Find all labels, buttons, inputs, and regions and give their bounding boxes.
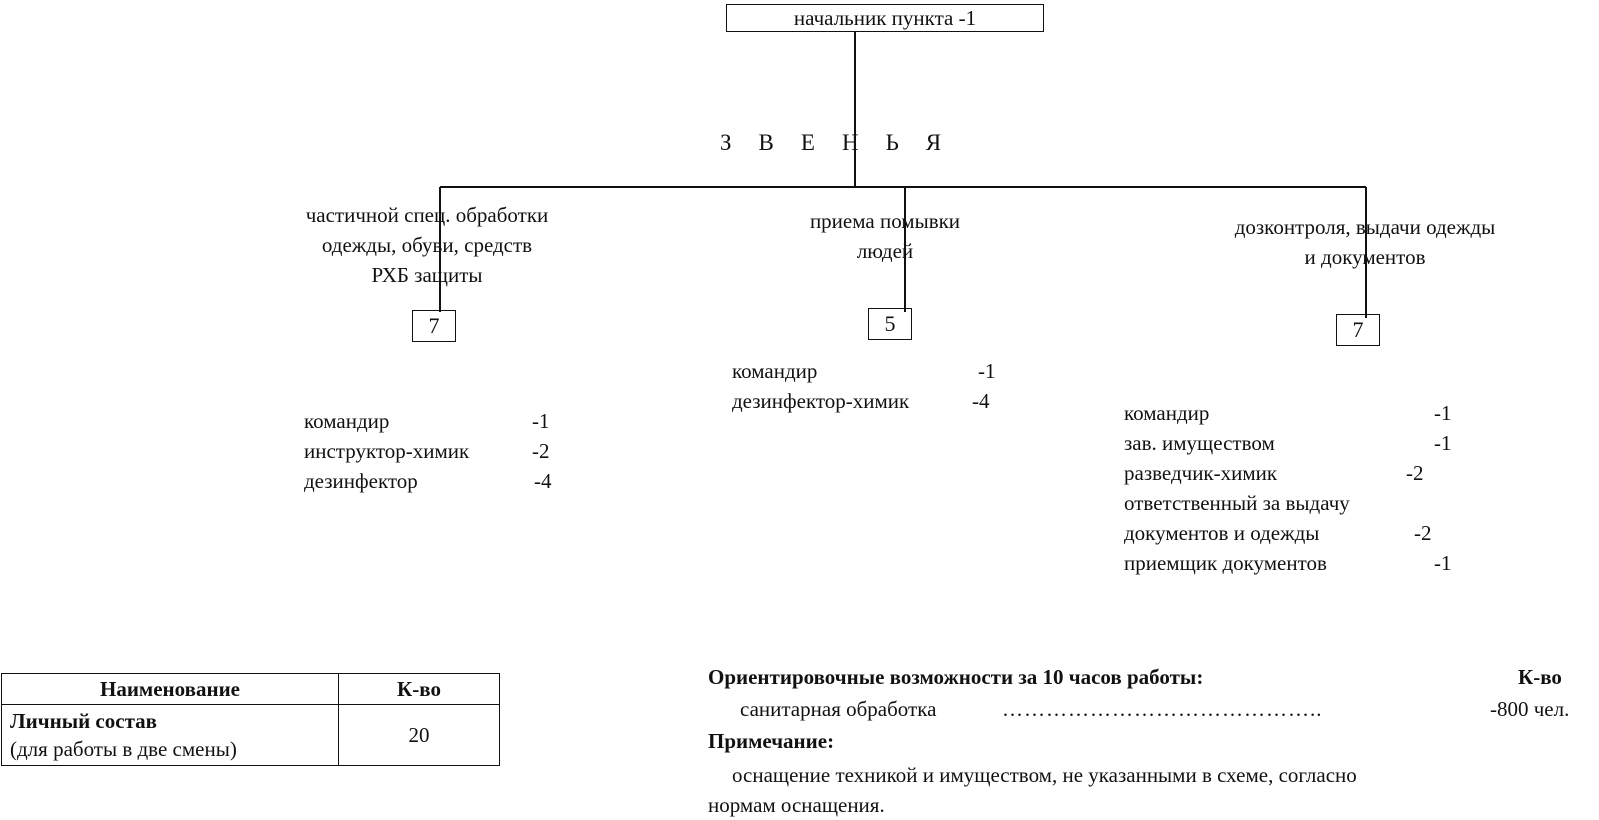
staff-role: дезинфектор <box>304 469 418 493</box>
unit-title-line: одежды, обуви, средств <box>321 233 533 257</box>
table-row <box>2 705 500 766</box>
capabilities-column-label: К-во <box>1518 665 1562 689</box>
heading-letter: Я <box>925 130 942 155</box>
unit-title-line: дозконтроля, выдачи одежды <box>1234 215 1496 239</box>
table-cell-qty: 20 <box>339 705 500 766</box>
unit-1-count: 7 <box>428 313 440 338</box>
capability-item: санитарная обработка <box>740 697 937 721</box>
staff-row <box>1124 548 1464 578</box>
chief-box <box>726 4 1044 32</box>
staff-qty: -2 <box>1406 461 1424 485</box>
table-header-row <box>2 674 500 705</box>
capability-dot-leader: …………………………………….. <box>1002 697 1323 721</box>
table-header-name: Наименование <box>2 674 339 705</box>
staff-qty: -1 <box>1434 401 1452 425</box>
table-cell-name <box>2 705 339 766</box>
unit-2-count-box <box>868 308 912 340</box>
unit-1-title <box>262 200 592 290</box>
staff-row <box>1124 518 1464 548</box>
staff-qty: -4 <box>972 389 990 413</box>
staff-role: командир <box>1124 401 1210 425</box>
units-heading <box>720 130 968 156</box>
staff-role: разведчик-химик <box>1124 461 1278 485</box>
unit-title-line: РХБ защиты <box>371 263 483 287</box>
capabilities-title: Ориентировочные возможности за 10 часов работы: <box>708 665 1204 689</box>
staff-qty: -1 <box>978 359 996 383</box>
staff-qty: -1 <box>532 409 550 433</box>
staff-role: документов и одежды <box>1124 521 1320 545</box>
unit-title-line: людей <box>856 239 914 263</box>
unit-3-count-box <box>1336 314 1380 346</box>
table-header-qty: К-во <box>339 674 500 705</box>
row-note: (для работы в две смены) <box>10 737 237 761</box>
staff-row <box>732 386 1012 416</box>
staff-qty: -4 <box>534 469 552 493</box>
staff-role: зав. имуществом <box>1124 431 1275 455</box>
staff-role: инструктор-химик <box>304 439 470 463</box>
unit-3-title <box>1210 212 1520 272</box>
staff-role: командир <box>732 359 818 383</box>
staff-qty: -2 <box>532 439 550 463</box>
unit-title-line: и документов <box>1304 245 1426 269</box>
staff-role: ответственный за выдачу <box>1124 491 1350 515</box>
row-name: Личный состав <box>10 709 157 733</box>
heading-letter: В <box>758 130 774 155</box>
chief-label: начальник пункта -1 <box>793 6 977 30</box>
unit-1-staff-list <box>304 406 564 496</box>
staff-row <box>1124 458 1464 488</box>
personnel-summary-table <box>1 673 500 766</box>
staff-row <box>304 436 564 466</box>
staff-qty: -2 <box>1414 521 1432 545</box>
unit-3-staff-list <box>1124 398 1464 578</box>
staff-row <box>304 406 564 436</box>
heading-letter: Ь <box>885 130 899 155</box>
staff-role: дезинфектор-химик <box>732 389 910 413</box>
staff-row <box>1124 398 1464 428</box>
unit-title-line: приема помывки <box>809 209 961 233</box>
heading-letter: Н <box>841 130 859 155</box>
heading-letter: Е <box>800 130 815 155</box>
staff-row <box>1124 488 1464 518</box>
unit-2-count: 5 <box>884 311 896 336</box>
note-text: оснащение техникой и имуществом, не указанными в схеме, согласно нормам оснащения. <box>708 763 1357 817</box>
note-title: Примечание: <box>708 729 835 753</box>
capability-value: -800 чел. <box>1490 697 1570 721</box>
staff-role: командир <box>304 409 390 433</box>
heading-letter: З <box>720 130 732 155</box>
staff-qty: -1 <box>1434 431 1452 455</box>
unit-2-title <box>770 206 1000 266</box>
staff-role: приемщик документов <box>1124 551 1327 575</box>
unit-1-count-box <box>412 310 456 342</box>
staff-row <box>732 356 1012 386</box>
staff-row <box>304 466 564 496</box>
unit-title-line: частичной спец. обработки <box>305 203 549 227</box>
staff-row <box>1124 428 1464 458</box>
staff-qty: -1 <box>1434 551 1452 575</box>
unit-2-staff-list <box>732 356 1012 416</box>
unit-3-count: 7 <box>1352 317 1364 342</box>
